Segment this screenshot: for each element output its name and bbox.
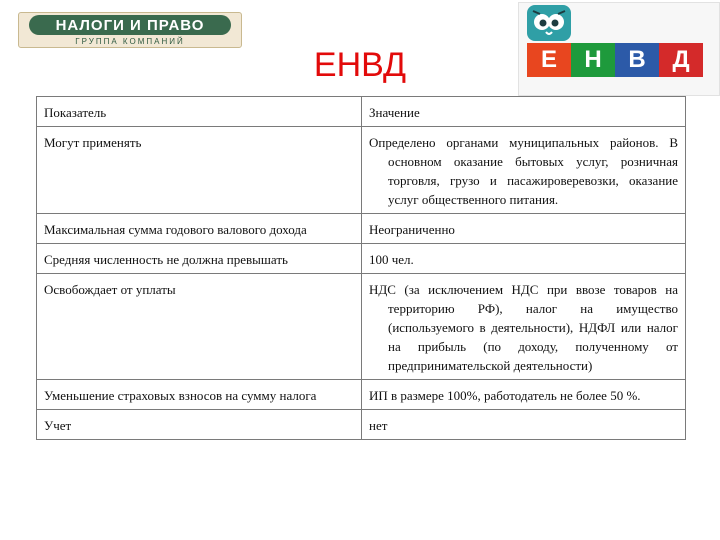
value-cell: НДС (за исключением НДС при ввозе товаров на территорию РФ), налог на имущество (используемого в деятельности), НДФЛ или налог на прибыль (по доходу, полученному от предпринимательской деятельности) [362,274,686,380]
indicator-cell: Учет [37,410,362,440]
envd-table [36,96,686,440]
page-title: ЕНВД [313,46,407,84]
logo-name-plate [29,15,231,35]
value-cell: ИП в размере 100%, работодатель не более 50 %. [362,380,686,410]
indicator-cell: Максимальная сумма годового валового дохода [37,214,362,244]
value-cell: нет [362,410,686,440]
table-row [37,244,686,274]
badge-letter: Н [571,43,615,77]
table-header-row [37,97,686,127]
indicator-cell: Могут применять [37,127,362,214]
envd-badge [518,2,720,96]
indicator-cell: Уменьшение страховых взносов на сумму налога [37,380,362,410]
indicator-cell: Освобождает от уплаты [37,274,362,380]
owl-icon [527,5,571,41]
table-row [37,214,686,244]
company-logo [18,12,242,48]
value-cell: Определено органами муниципальных районов. В основном оказание бытовых услуг, розничная торговля, грузо и пасажироверевозки, оказание услуг общественного питания. [362,127,686,214]
badge-letter: В [615,43,659,77]
value-cell: Неограниченно [362,214,686,244]
owl-icon-graphic [527,5,571,41]
logo-subtitle: ГРУППА КОМПАНИЙ [75,37,185,46]
table-row [37,380,686,410]
logo-name: НАЛОГИ И ПРАВО [55,16,205,34]
value-cell: 100 чел. [362,244,686,274]
badge-letter: Е [527,43,571,77]
badge-letters [527,43,703,77]
column-header: Показатель [37,97,362,127]
column-header: Значение [362,97,686,127]
table-row [37,274,686,380]
table-row [37,410,686,440]
indicator-cell: Средняя численность не должна превышать [37,244,362,274]
table-row [37,127,686,214]
badge-letter: Д [659,43,703,77]
